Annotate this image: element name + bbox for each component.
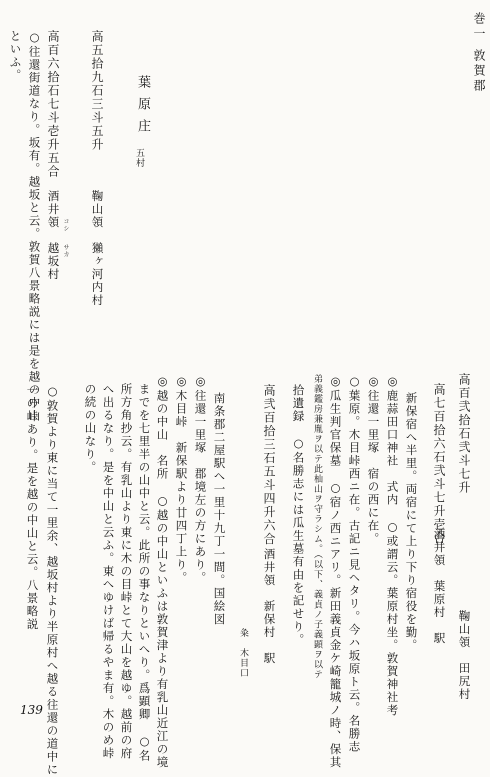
text-column: までを七里半の山中と云。此所の事なりといへり。爲顕卿 ○名 xyxy=(137,383,152,763)
text-column: ◎瓜生判官保墓 ○宿ノ西ニアリ。新田義貞金ケ崎籠城ノ時、保其 xyxy=(328,374,343,769)
ruby-gloss: サカ xyxy=(62,244,69,258)
section-heading: 葉原庄 xyxy=(135,75,150,141)
text-column: 新保宿へ半里。両宿にて上り下り宿役を勤。 xyxy=(404,392,419,652)
village-entry: 鞠山領 獺ヶ河内村 xyxy=(90,190,105,307)
text-column: 高七百拾六石弐斗七升壱合 xyxy=(432,383,446,545)
text-column: 高弐百拾三石五斗四升六合 xyxy=(262,384,276,546)
text-column: の続の山なり。 xyxy=(83,383,98,474)
text-column: 高百六拾石七斗壱升五合 xyxy=(46,30,60,179)
ruby-gloss: コシ xyxy=(62,218,69,232)
text-column: へ出るなり。是を中山と云ふ。東へゆけば帰るやま有。木のめ峠 xyxy=(101,383,116,760)
section-heading-count: 五村 xyxy=(134,148,144,168)
village-subentry: 粂 木目口 xyxy=(238,628,248,678)
village-entry: 鞠山領 田尻村 xyxy=(457,610,472,701)
text-column: 一の峠あり。是を越の中山と云。八景略説 xyxy=(25,384,40,631)
text-column: ○往還街道なり。坂有。越坂と云。敦賀八景略説には是を越の中山 xyxy=(27,30,42,423)
text-column: ◎木目峠 新保駅より廿四丁上り。 xyxy=(174,374,189,585)
village-entry: 酒井領 葉原村 駅 xyxy=(432,528,447,645)
text-column: といふ。 xyxy=(8,30,23,82)
text-column: ◎往還一里塚 郡境左の方にあり。 xyxy=(193,374,208,585)
text-column: ○敦賀より東に当て一里余、越坂村より半原村へ越る往還の道中に xyxy=(45,384,60,777)
text-column: 弟義鑑房兼胤ヲ以テ此杣山ヲ守ラシム。（以下、義貞ノ子義顕ヲ以テ xyxy=(312,374,322,680)
text-column: 高五拾九石三斗五升 xyxy=(90,30,104,152)
page-header: 巻一 敦賀郡 xyxy=(472,12,486,94)
page-number: 139 xyxy=(20,703,43,717)
village-entry: 酒井領 越坂村 xyxy=(46,190,61,281)
text-column: 南条郡二屋駅へ一里十九丁一間。国絵図 xyxy=(212,392,227,626)
text-column: ○葉原。木目峠西ニ在。古記ニ見ヘタリ。今ハ坂原ト云。名勝志 xyxy=(347,374,362,754)
village-entry: 酒井領 新保村 駅 xyxy=(262,548,277,665)
text-column: ◎鹿蒜田口神社 式内 ○或謂云。葉原村坐。敦賀神社考 xyxy=(385,374,400,717)
text-column: 所方角抄云。有乳山より東に木の目峠とて大山を越ゆ。越前の府 xyxy=(119,383,134,760)
text-column: ◎越の中山 名所 ○越の中山といふは敦賀津より有乳山近江の境 xyxy=(155,374,170,769)
text-column: 高百弐拾石弐斗七升 xyxy=(457,373,471,495)
text-column: 拾遺録 ○名勝志には瓜生墓有由を記せり。 xyxy=(291,384,306,647)
text-column: ◎往還一里塚 宿の西に在。 xyxy=(366,374,381,546)
